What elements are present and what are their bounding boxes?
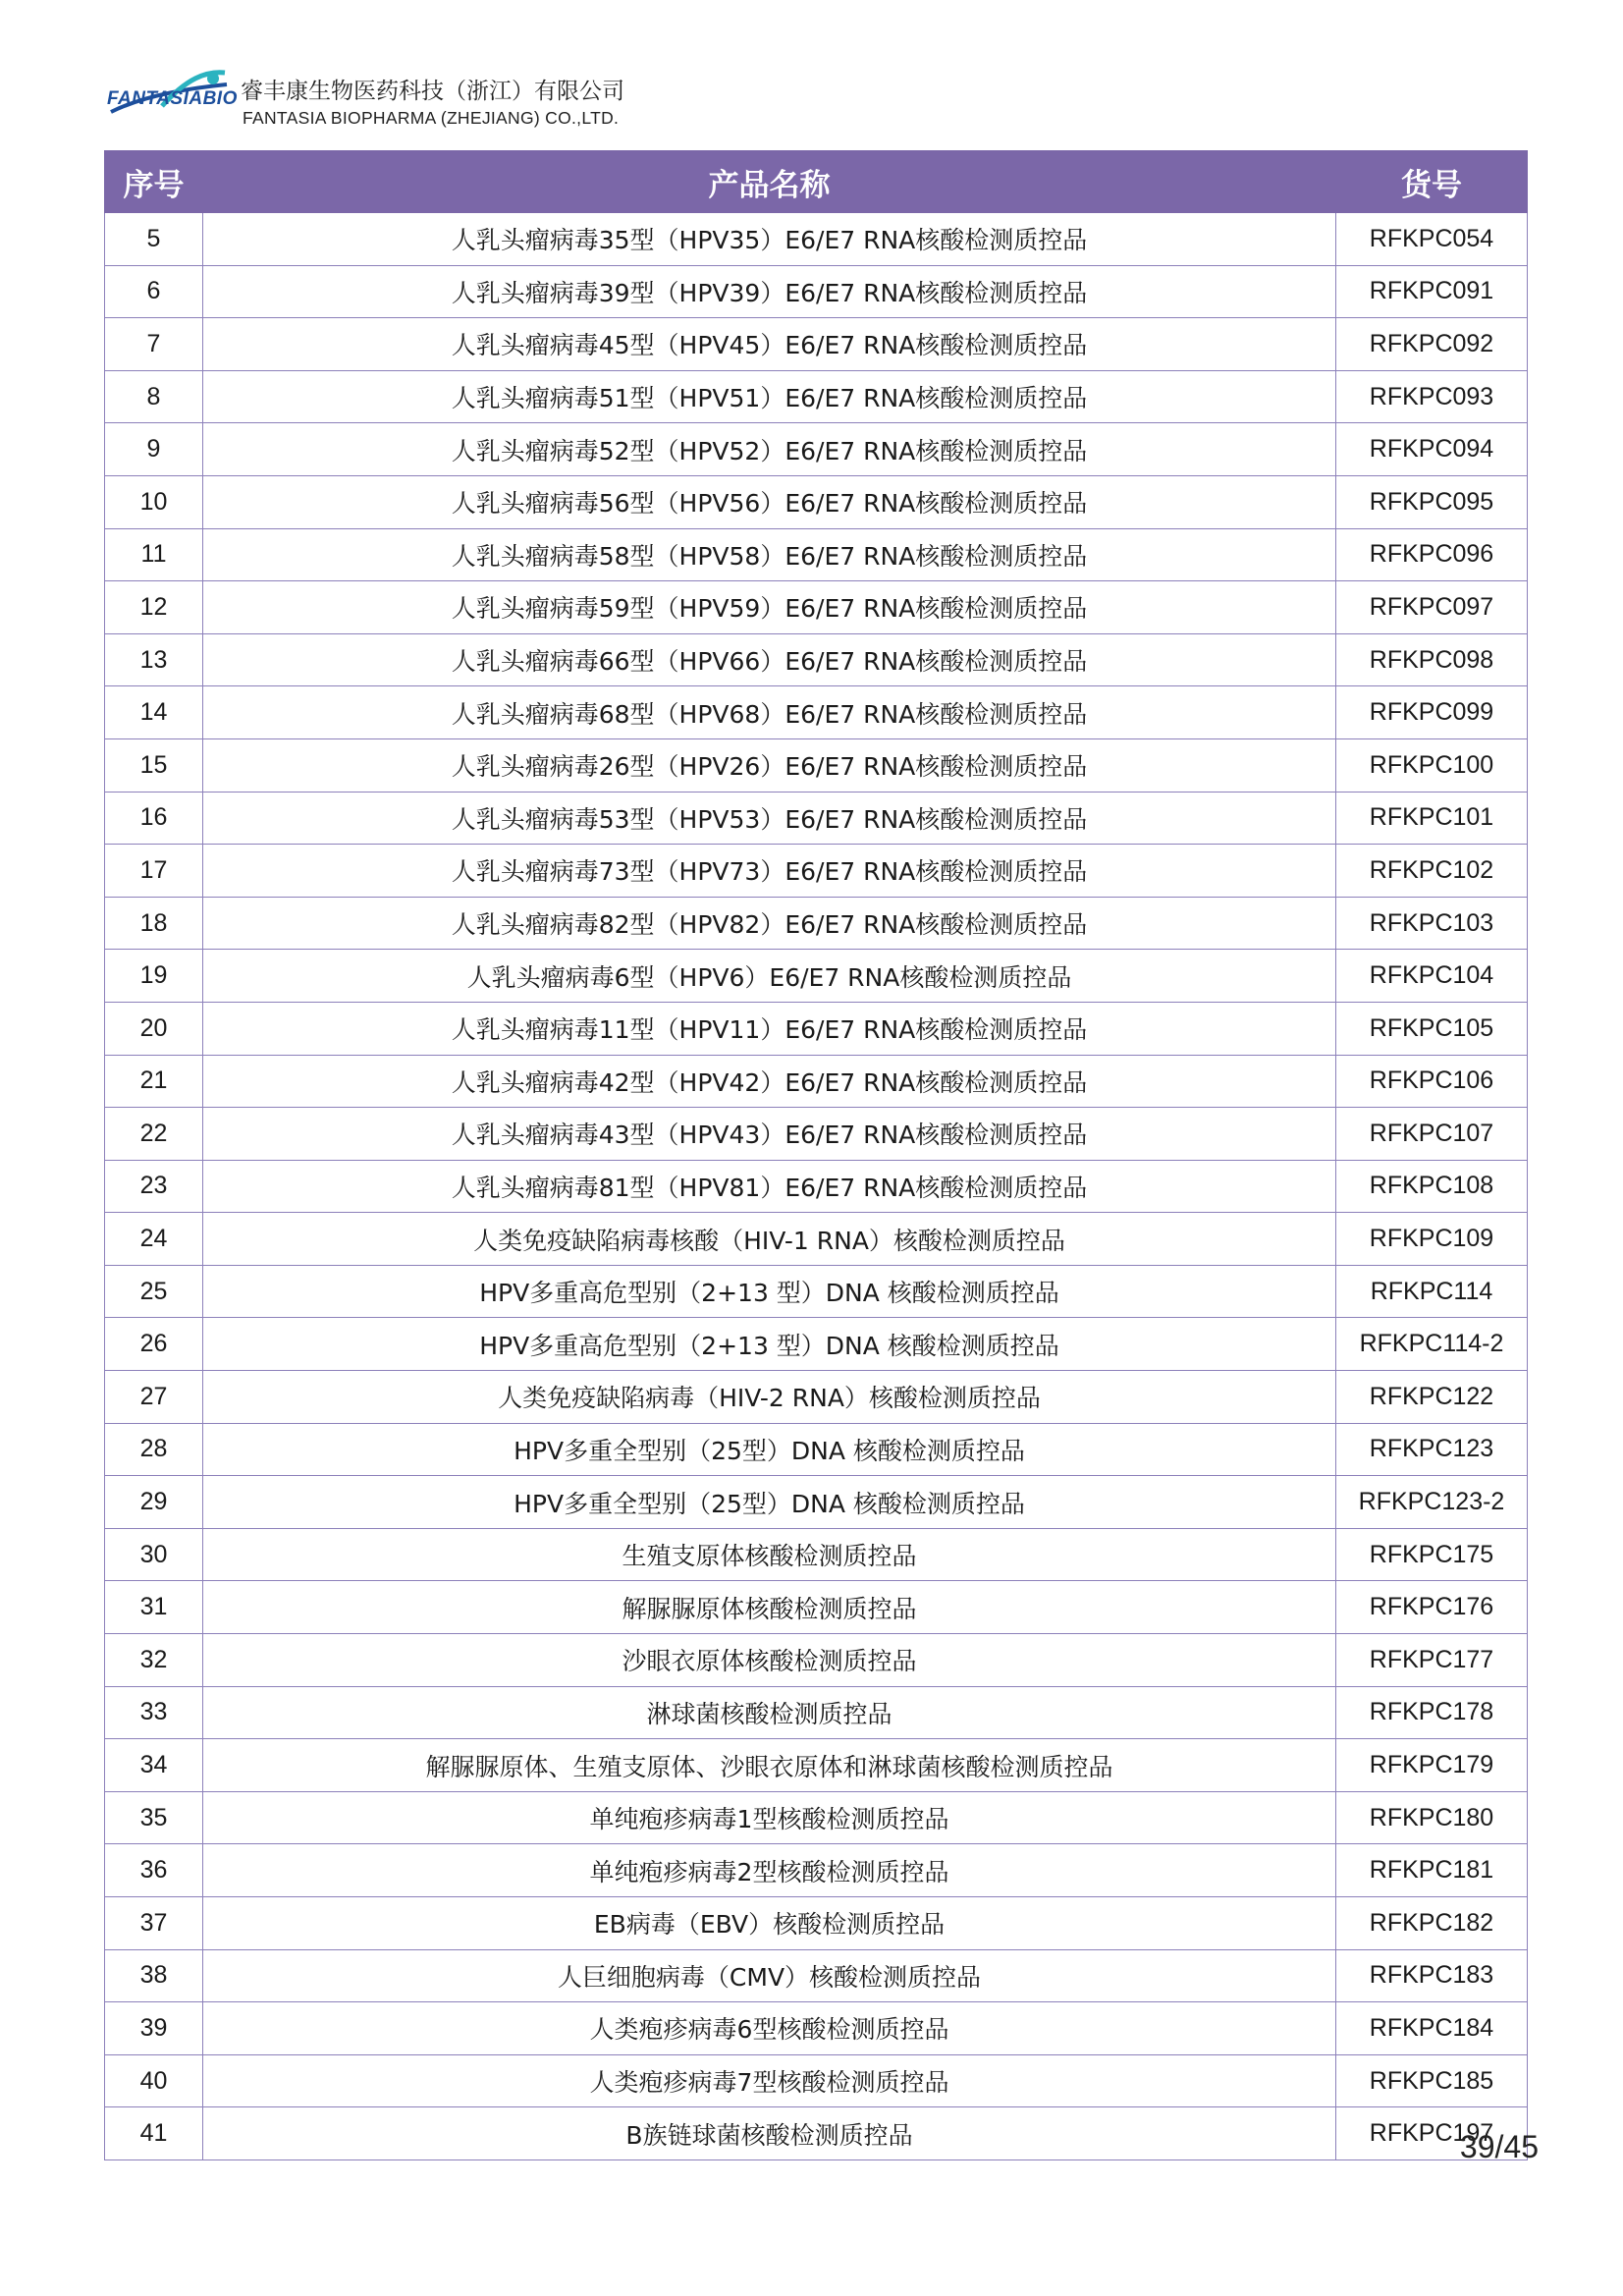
item-code: RFKPC099 [1336,686,1528,739]
table-row [105,1739,1528,1792]
table-row [105,845,1528,898]
product-name: 人乳头瘤病毒11型（HPV11）E6/E7 RNA核酸检测质控品 [203,1002,1336,1055]
page-number: 39/45 [1459,2129,1539,2164]
table-row [105,2107,1528,2160]
item-code: RFKPC104 [1336,950,1528,1003]
table-row [105,1002,1528,1055]
row-index: 35 [105,1791,203,1844]
company-name-en: FANTASIA BIOPHARMA (ZHEJIANG) CO.,LTD. [243,108,620,128]
product-name: 沙眼衣原体核酸检测质控品 [203,1634,1336,1687]
product-name: 解脲脲原体核酸检测质控品 [203,1581,1336,1634]
product-name: 人巨细胞病毒（CMV）核酸检测质控品 [203,1949,1336,2002]
table-header-row [105,151,1528,213]
product-name: HPV多重高危型别（2+13 型）DNA 核酸检测质控品 [203,1265,1336,1318]
item-code: RFKPC091 [1336,265,1528,318]
row-index: 7 [105,318,203,371]
table-row [105,1055,1528,1108]
product-name: 人乳头瘤病毒52型（HPV52）E6/E7 RNA核酸检测质控品 [203,423,1336,476]
product-table [104,150,1528,2160]
row-index: 41 [105,2107,203,2160]
item-code: RFKPC095 [1336,475,1528,528]
product-name: HPV多重全型别（25型）DNA 核酸检测质控品 [203,1423,1336,1476]
item-code: RFKPC183 [1336,1949,1528,2002]
row-index: 25 [105,1265,203,1318]
table-row [105,897,1528,950]
row-index: 36 [105,1844,203,1897]
table-row [105,475,1528,528]
table-row [105,1160,1528,1213]
item-code: RFKPC123 [1336,1423,1528,1476]
product-name: 人乳头瘤病毒26型（HPV26）E6/E7 RNA核酸检测质控品 [203,738,1336,792]
item-code: RFKPC114 [1336,1265,1528,1318]
column-header-item-code: 货号 [1336,151,1528,213]
product-name: HPV多重全型别（25型）DNA 核酸检测质控品 [203,1476,1336,1529]
row-index: 24 [105,1213,203,1266]
product-name: 人乳头瘤病毒43型（HPV43）E6/E7 RNA核酸检测质控品 [203,1108,1336,1161]
table-row [105,1318,1528,1371]
item-code: RFKPC105 [1336,1002,1528,1055]
item-code: RFKPC177 [1336,1634,1528,1687]
row-index: 29 [105,1476,203,1529]
row-index: 8 [105,370,203,423]
row-index: 10 [105,475,203,528]
table-row [105,792,1528,845]
row-index: 12 [105,581,203,634]
item-code: RFKPC100 [1336,738,1528,792]
logo-wordmark: FANTASIABIO [107,88,238,109]
row-index: 37 [105,1897,203,1950]
table-row [105,1844,1528,1897]
page-header [103,61,692,139]
table-row [105,1581,1528,1634]
row-index: 33 [105,1686,203,1739]
item-code: RFKPC179 [1336,1739,1528,1792]
item-code: RFKPC175 [1336,1528,1528,1581]
product-name: 人类免疫缺陷病毒核酸（HIV-1 RNA）核酸检测质控品 [203,1213,1336,1266]
row-index: 34 [105,1739,203,1792]
product-name: 人乳头瘤病毒66型（HPV66）E6/E7 RNA核酸检测质控品 [203,633,1336,686]
item-code: RFKPC122 [1336,1371,1528,1424]
item-code: RFKPC092 [1336,318,1528,371]
row-index: 40 [105,2054,203,2107]
table-row [105,686,1528,739]
item-code: RFKPC106 [1336,1055,1528,1108]
item-code: RFKPC185 [1336,2054,1528,2107]
table-row [105,2054,1528,2107]
table-row [105,1634,1528,1687]
table-row [105,1476,1528,1529]
table-row [105,370,1528,423]
item-code: RFKPC178 [1336,1686,1528,1739]
row-index: 18 [105,897,203,950]
product-name: 人乳头瘤病毒81型（HPV81）E6/E7 RNA核酸检测质控品 [203,1160,1336,1213]
item-code: RFKPC101 [1336,792,1528,845]
item-code: RFKPC096 [1336,528,1528,581]
item-code: RFKPC180 [1336,1791,1528,1844]
product-name: 人乳头瘤病毒42型（HPV42）E6/E7 RNA核酸检测质控品 [203,1055,1336,1108]
product-name: 人乳头瘤病毒51型（HPV51）E6/E7 RNA核酸检测质控品 [203,370,1336,423]
table-row [105,581,1528,634]
row-index: 14 [105,686,203,739]
product-name: 人乳头瘤病毒56型（HPV56）E6/E7 RNA核酸检测质控品 [203,475,1336,528]
row-index: 13 [105,633,203,686]
product-name: 单纯疱疹病毒1型核酸检测质控品 [203,1791,1336,1844]
item-code: RFKPC094 [1336,423,1528,476]
table-row [105,633,1528,686]
product-name: 生殖支原体核酸检测质控品 [203,1528,1336,1581]
item-code: RFKPC114-2 [1336,1318,1528,1371]
product-name: 人乳头瘤病毒73型（HPV73）E6/E7 RNA核酸检测质控品 [203,845,1336,898]
product-name: 解脲脲原体、生殖支原体、沙眼衣原体和淋球菌核酸检测质控品 [203,1739,1336,1792]
column-header-index: 序号 [105,151,203,213]
table-row [105,2002,1528,2055]
row-index: 31 [105,1581,203,1634]
table-row [105,423,1528,476]
row-index: 27 [105,1371,203,1424]
row-index: 26 [105,1318,203,1371]
table-row [105,1423,1528,1476]
item-code: RFKPC093 [1336,370,1528,423]
item-code: RFKPC176 [1336,1581,1528,1634]
table-row [105,1528,1528,1581]
product-name: 人乳头瘤病毒58型（HPV58）E6/E7 RNA核酸检测质控品 [203,528,1336,581]
table-row [105,1791,1528,1844]
product-name: 人乳头瘤病毒45型（HPV45）E6/E7 RNA核酸检测质控品 [203,318,1336,371]
product-name: 人类免疫缺陷病毒（HIV-2 RNA）核酸检测质控品 [203,1371,1336,1424]
item-code: RFKPC108 [1336,1160,1528,1213]
table-row [105,265,1528,318]
row-index: 6 [105,265,203,318]
item-code: RFKPC103 [1336,897,1528,950]
row-index: 22 [105,1108,203,1161]
table-row [105,1949,1528,2002]
item-code: RFKPC123-2 [1336,1476,1528,1529]
product-name: 人乳头瘤病毒82型（HPV82）E6/E7 RNA核酸检测质控品 [203,897,1336,950]
row-index: 15 [105,738,203,792]
row-index: 20 [105,1002,203,1055]
product-name: 人乳头瘤病毒68型（HPV68）E6/E7 RNA核酸检测质控品 [203,686,1336,739]
product-name: 单纯疱疹病毒2型核酸检测质控品 [203,1844,1336,1897]
table-row [105,1265,1528,1318]
row-index: 28 [105,1423,203,1476]
product-name: 淋球菌核酸检测质控品 [203,1686,1336,1739]
product-name: 人乳头瘤病毒53型（HPV53）E6/E7 RNA核酸检测质控品 [203,792,1336,845]
table-row [105,738,1528,792]
product-name: EB病毒（EBV）核酸检测质控品 [203,1897,1336,1950]
table-row [105,950,1528,1003]
table-row [105,1897,1528,1950]
row-index: 11 [105,528,203,581]
product-name: HPV多重高危型别（2+13 型）DNA 核酸检测质控品 [203,1318,1336,1371]
product-name: 人乳头瘤病毒39型（HPV39）E6/E7 RNA核酸检测质控品 [203,265,1336,318]
table-row [105,1686,1528,1739]
table-row [105,318,1528,371]
item-code: RFKPC197 [1336,2107,1528,2160]
product-name: 人乳头瘤病毒35型（HPV35）E6/E7 RNA核酸检测质控品 [203,213,1336,266]
product-name: 人乳头瘤病毒6型（HPV6）E6/E7 RNA核酸检测质控品 [203,950,1336,1003]
item-code: RFKPC107 [1336,1108,1528,1161]
row-index: 5 [105,213,203,266]
product-name: 人类疱疹病毒7型核酸检测质控品 [203,2054,1336,2107]
item-code: RFKPC182 [1336,1897,1528,1950]
table-row [105,1371,1528,1424]
product-name: 人乳头瘤病毒59型（HPV59）E6/E7 RNA核酸检测质控品 [203,581,1336,634]
row-index: 9 [105,423,203,476]
table-row [105,1108,1528,1161]
item-code: RFKPC054 [1336,213,1528,266]
row-index: 19 [105,950,203,1003]
product-name: B族链球菌核酸检测质控品 [203,2107,1336,2160]
item-code: RFKPC109 [1336,1213,1528,1266]
row-index: 38 [105,1949,203,2002]
row-index: 21 [105,1055,203,1108]
row-index: 16 [105,792,203,845]
item-code: RFKPC097 [1336,581,1528,634]
table-row [105,1213,1528,1266]
table-row [105,528,1528,581]
row-index: 30 [105,1528,203,1581]
row-index: 39 [105,2002,203,2055]
item-code: RFKPC181 [1336,1844,1528,1897]
row-index: 32 [105,1634,203,1687]
product-name: 人类疱疹病毒6型核酸检测质控品 [203,2002,1336,2055]
row-index: 17 [105,845,203,898]
company-name-cn: 睿丰康生物医药科技（浙江）有限公司 [241,79,624,104]
table-row [105,213,1528,266]
item-code: RFKPC098 [1336,633,1528,686]
item-code: RFKPC184 [1336,2002,1528,2055]
item-code: RFKPC102 [1336,845,1528,898]
column-header-product-name: 产品名称 [203,151,1336,213]
row-index: 23 [105,1160,203,1213]
